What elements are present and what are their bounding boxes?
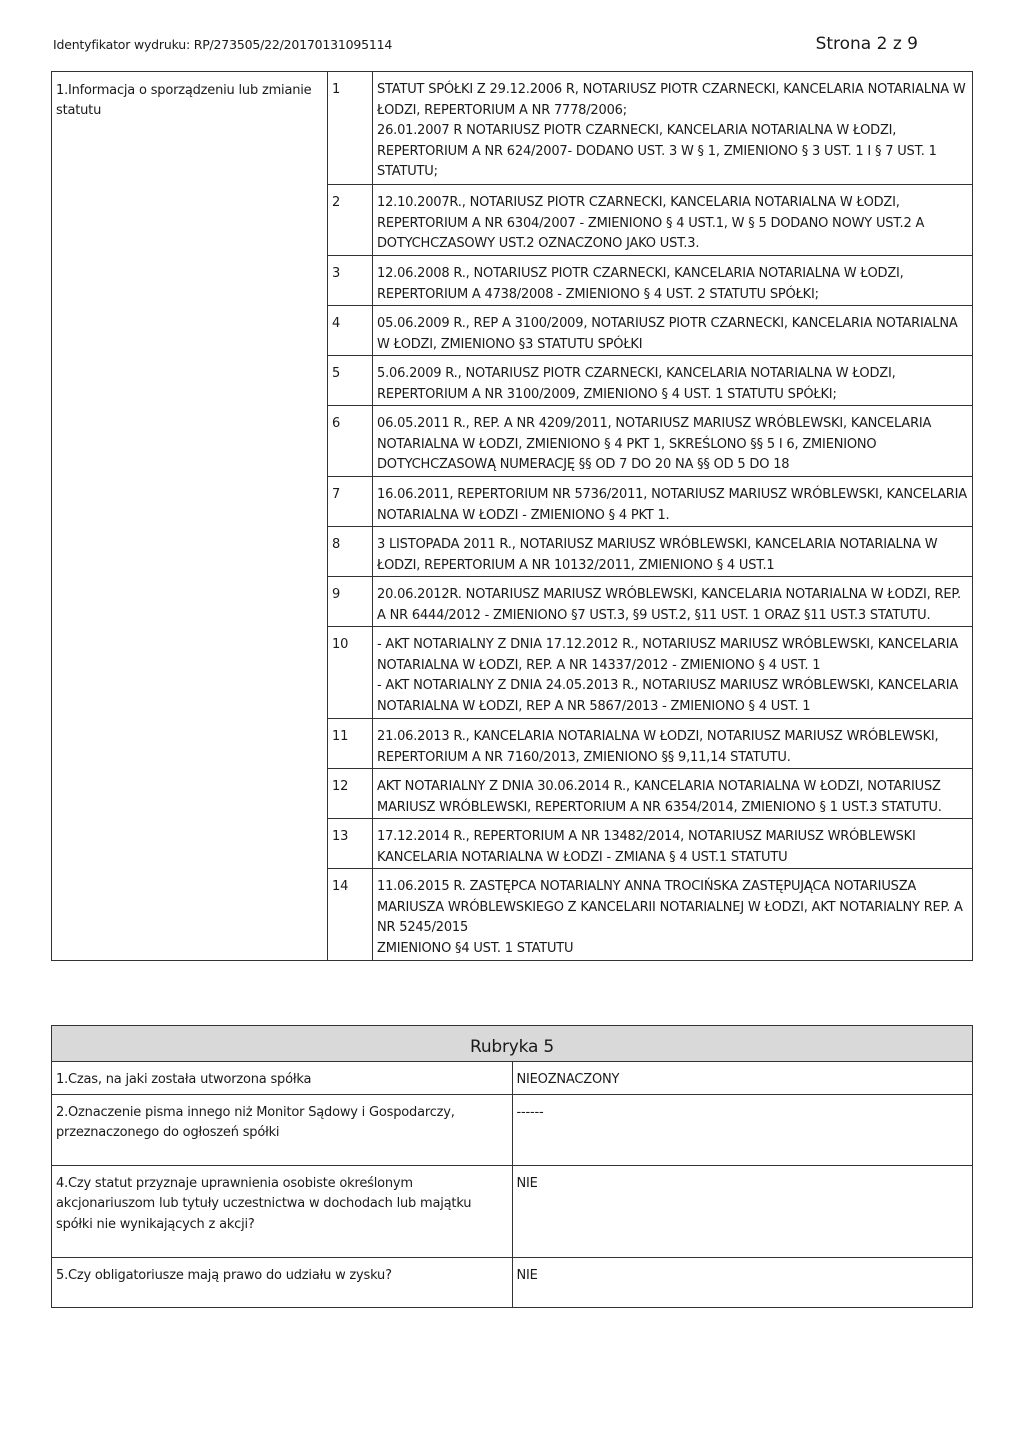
entry-number: 14	[328, 869, 373, 961]
entry-number: 10	[328, 627, 373, 719]
entry-text: 12.06.2008 R., NOTARIUSZ PIOTR CZARNECKI, KANCELARIA NOTARIALNA W ŁODZI, REPERTORIUM A 4738/2008 - ZMIENIONO § 4 UST. 2 STATUTU SPÓŁKI;	[373, 256, 973, 306]
entry-text: 11.06.2015 R. ZASTĘPCA NOTARIALNY ANNA TROCIŃSKA ZASTĘPUJĄCA NOTARIUSZA MARIUSZA WRÓBLEWSKIEGO Z KANCELARII NOTARIALNEJ W ŁODZI, AKT NOTARIALNY REP. A NR 5245/2015 ZMIENIONO §4 UST. 1 STATUTU	[373, 869, 973, 961]
entry-number: 13	[328, 819, 373, 869]
table-header-row	[52, 1026, 973, 1062]
field-label: 2.Oznaczenie pisma innego niż Monitor Sądowy i Gospodarczy, przeznaczonego do ogłoszeń spółki	[52, 1094, 513, 1165]
field-label: 1.Czas, na jaki została utworzona spółka	[52, 1062, 513, 1095]
entry-text: - AKT NOTARIALNY Z DNIA 17.12.2012 R., NOTARIUSZ MARIUSZ WRÓBLEWSKI, KANCELARIA NOTARIALNA W ŁODZI, REP. A NR 14337/2012 - ZMIENIONO § 4 UST. 1 - AKT NOTARIALNY Z DNIA 24.05.2013 R., NOTARIUSZ MARIUSZ WRÓBLEWSKI, KANCELARIA NOTARIALNA W ŁODZI, REP A NR 5867/2013 - ZMIENIONO § 4 UST. 1	[373, 627, 973, 719]
entry-text: 3 LISTOPADA 2011 R., NOTARIUSZ MARIUSZ WRÓBLEWSKI, KANCELARIA NOTARIALNA W ŁODZI, REPERTORIUM A NR 10132/2011, ZMIENIONO § 4 UST.1	[373, 527, 973, 577]
table-row	[52, 72, 973, 185]
entry-number: 3	[328, 256, 373, 306]
field-label: 5.Czy obligatoriusze mają prawo do udziału w zysku?	[52, 1257, 513, 1307]
entry-text: 21.06.2013 R., KANCELARIA NOTARIALNA W ŁODZI, NOTARIUSZ MARIUSZ WRÓBLEWSKI, REPERTORIUM A NR 7160/2013, ZMIENIONO §§ 9,11,14 STATUTU.	[373, 719, 973, 769]
entry-number: 11	[328, 719, 373, 769]
field-value: ------	[512, 1094, 973, 1165]
section-label: 1.Informacja o sporządzeniu lub zmianie statutu	[52, 72, 328, 961]
field-label: 4.Czy statut przyznaje uprawnienia osobiste określonym akcjonariuszom lub tytuły uczestnictwa w dochodach lub majątku spółki nie wynikających z akcji?	[52, 1165, 513, 1257]
field-value: NIE	[512, 1257, 973, 1307]
statute-amendments-table	[51, 71, 973, 961]
entry-text: 05.06.2009 R., REP A 3100/2009, NOTARIUSZ PIOTR CZARNECKI, KANCELARIA NOTARIALNA W ŁODZI, ZMIENIONO §3 STATUTU SPÓŁKI	[373, 306, 973, 356]
entry-number: 6	[328, 406, 373, 477]
rubryka-5-table	[51, 1025, 973, 1308]
entry-number: 8	[328, 527, 373, 577]
page-number: Strona 2 z 9	[815, 34, 918, 54]
table-row	[52, 1062, 973, 1095]
field-value: NIE	[512, 1165, 973, 1257]
entry-text: 06.05.2011 R., REP. A NR 4209/2011, NOTARIUSZ MARIUSZ WRÓBLEWSKI, KANCELARIA NOTARIALNA W ŁODZI, ZMIENIONO § 4 PKT 1, SKREŚLONO §§ 5 I 6, ZMIENIONO DOTYCHCZASOWĄ NUMERACJĘ §§ OD 7 DO 20 NA §§ OD 5 DO 18	[373, 406, 973, 477]
entry-text: STATUT SPÓŁKI Z 29.12.2006 R, NOTARIUSZ PIOTR CZARNECKI, KANCELARIA NOTARIALNA W ŁODZI, REPERTORIUM A NR 7778/2006; 26.01.2007 R NOTARIUSZ PIOTR CZARNECKI, KANCELARIA NOTARIALNA W ŁODZI, REPERTORIUM A NR 624/2007- DODANO UST. 3 W § 1, ZMIENIONO § 3 UST. 1 I § 7 UST. 1 STATUTU;	[373, 72, 973, 185]
entry-text: 12.10.2007R., NOTARIUSZ PIOTR CZARNECKI, KANCELARIA NOTARIALNA W ŁODZI, REPERTORIUM A NR 6304/2007 - ZMIENIONO § 4 UST.1, W § 5 DODANO NOWY UST.2 A DOTYCHCZASOWY UST.2 OZNACZONO JAKO UST.3.	[373, 185, 973, 256]
print-identifier: Identyfikator wydruku: RP/273505/22/20170131095114	[53, 37, 393, 52]
field-value: NIEOZNACZONY	[512, 1062, 973, 1095]
table-row	[52, 1094, 973, 1165]
entry-text: 5.06.2009 R., NOTARIUSZ PIOTR CZARNECKI, KANCELARIA NOTARIALNA W ŁODZI, REPERTORIUM A NR 3100/2009, ZMIENIONO § 4 UST. 1 STATUTU SPÓŁKI;	[373, 356, 973, 406]
entry-text: 20.06.2012R. NOTARIUSZ MARIUSZ WRÓBLEWSKI, KANCELARIA NOTARIALNA W ŁODZI, REP. A NR 6444/2012 - ZMIENIONO §7 UST.3, §9 UST.2, §11 UST. 1 ORAZ §11 UST.3 STATUTU.	[373, 577, 973, 627]
entry-text: 17.12.2014 R., REPERTORIUM A NR 13482/2014, NOTARIUSZ MARIUSZ WRÓBLEWSKI KANCELARIA NOTARIALNA W ŁODZI - ZMIANA § 4 UST.1 STATUTU	[373, 819, 973, 869]
entry-number: 5	[328, 356, 373, 406]
entry-number: 9	[328, 577, 373, 627]
entry-number: 12	[328, 769, 373, 819]
entry-number: 2	[328, 185, 373, 256]
table-row	[52, 1165, 973, 1257]
entry-text: 16.06.2011, REPERTORIUM NR 5736/2011, NOTARIUSZ MARIUSZ WRÓBLEWSKI, KANCELARIA NOTARIALNA W ŁODZI - ZMIENIONO § 4 PKT 1.	[373, 477, 973, 527]
entry-number: 7	[328, 477, 373, 527]
entry-text: AKT NOTARIALNY Z DNIA 30.06.2014 R., KANCELARIA NOTARIALNA W ŁODZI, NOTARIUSZ MARIUSZ WRÓBLEWSKI, REPERTORIUM A NR 6354/2014, ZMIENIONO § 1 UST.3 STATUTU.	[373, 769, 973, 819]
entry-number: 4	[328, 306, 373, 356]
section-title: Rubryka 5	[52, 1026, 973, 1062]
table-row	[52, 1257, 973, 1307]
entry-number: 1	[328, 72, 373, 185]
